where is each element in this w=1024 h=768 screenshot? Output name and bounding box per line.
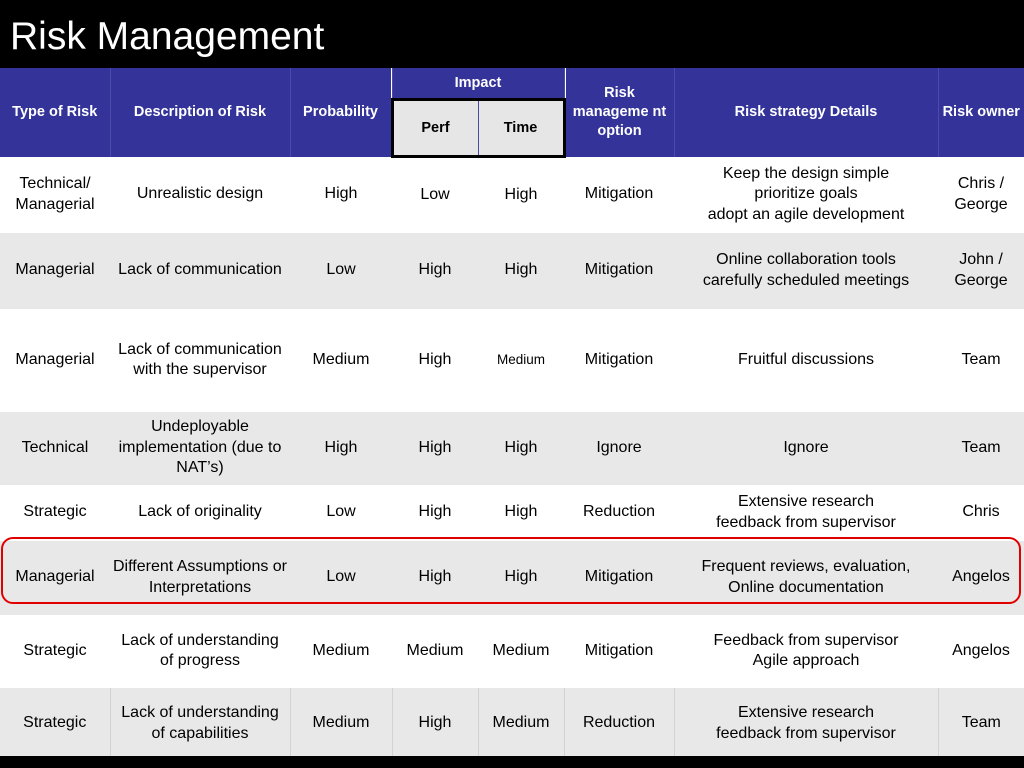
risk-table <box>0 68 1024 760</box>
page-title: Risk Management <box>10 15 325 58</box>
cell-strategy <box>674 412 938 485</box>
cell-type: Managerial <box>0 309 110 412</box>
cell-description: Different Assumptions or Interpretations <box>110 541 290 615</box>
strategy-line: Ignore <box>783 438 829 456</box>
strategy-line: prioritize goals <box>754 185 858 203</box>
cell-type: Strategic <box>0 615 110 688</box>
cell-time: High <box>478 541 564 615</box>
cell-type: Technical <box>0 412 110 485</box>
strategy-line: Feedback from supervisor <box>713 631 899 649</box>
cell-description: Lack of understanding of progress <box>110 615 290 688</box>
cell-strategy <box>674 309 938 412</box>
table-row <box>0 233 1024 309</box>
cell-perf: High <box>392 485 478 541</box>
cell-strategy <box>674 688 938 760</box>
cell-owner: Team <box>938 309 1024 412</box>
cell-owner: Chris <box>938 485 1024 541</box>
cell-option: Ignore <box>564 412 674 485</box>
strategy-line: Online collaboration tools <box>716 251 896 268</box>
strategy-line: carefully scheduled meetings <box>702 271 910 289</box>
cell-time: Medium <box>478 688 564 760</box>
cell-time: High <box>478 485 564 541</box>
cell-owner: Angelos <box>938 615 1024 688</box>
strategy-line: Agile approach <box>752 652 860 669</box>
table-row <box>0 615 1024 688</box>
header-description: Description of Risk <box>110 68 290 157</box>
cell-type: Managerial <box>0 541 110 615</box>
header-type: Type of Risk <box>0 68 110 157</box>
cell-option: Reduction <box>564 485 674 541</box>
table-row <box>0 688 1024 760</box>
cell-option: Mitigation <box>564 309 674 412</box>
cell-time: High <box>478 233 564 309</box>
cell-strategy <box>674 541 938 615</box>
cell-perf: High <box>392 309 478 412</box>
cell-owner: Team <box>938 688 1024 760</box>
cell-time: High <box>478 412 564 485</box>
header-time: Time <box>478 100 564 157</box>
cell-time: Medium <box>478 309 564 412</box>
cell-description: Undeployable implementation (due to NAT’s) <box>110 412 290 485</box>
cell-perf: High <box>392 412 478 485</box>
cell-probability: Medium <box>290 309 392 412</box>
cell-owner: John / George <box>938 233 1024 309</box>
cell-description: Lack of understanding of capabilities <box>110 688 290 760</box>
header-probability: Probability <box>290 68 392 157</box>
cell-description: Lack of communication <box>110 233 290 309</box>
header-option: Risk manageme nt option <box>564 68 674 157</box>
cell-probability: Medium <box>290 615 392 688</box>
strategy-line: Fruitful discussions <box>737 350 875 368</box>
table-row <box>0 309 1024 412</box>
bottom-bar <box>0 756 1024 768</box>
header-owner: Risk owner <box>938 68 1024 157</box>
cell-option: Mitigation <box>564 233 674 309</box>
cell-strategy <box>674 485 938 541</box>
table-row <box>0 412 1024 485</box>
strategy-line: Extensive research <box>737 704 875 721</box>
cell-option: Mitigation <box>564 157 674 233</box>
cell-probability: Medium <box>290 688 392 760</box>
table-row <box>0 157 1024 233</box>
cell-option: Mitigation <box>564 541 674 615</box>
strategy-line: Extensive research <box>737 493 875 510</box>
strategy-line: Frequent reviews, evaluation, <box>701 558 911 575</box>
strategy-line: feedback from supervisor <box>716 513 896 531</box>
cell-owner: Chris / George <box>938 157 1024 233</box>
cell-option: Reduction <box>564 688 674 760</box>
cell-description: Lack of originality <box>110 485 290 541</box>
cell-probability: Low <box>290 233 392 309</box>
strategy-line: Keep the design simple <box>722 164 890 182</box>
cell-probability: Low <box>290 485 392 541</box>
table-row <box>0 485 1024 541</box>
cell-option: Mitigation <box>564 615 674 688</box>
cell-probability: Low <box>290 541 392 615</box>
title-bar <box>0 0 1024 68</box>
cell-description: Unrealistic design <box>110 157 290 233</box>
cell-perf: High <box>392 233 478 309</box>
cell-time: High <box>478 157 564 233</box>
cell-perf: High <box>392 688 478 760</box>
cell-perf: High <box>392 541 478 615</box>
strategy-line: feedback from supervisor <box>716 724 896 742</box>
cell-type: Technical/ Managerial <box>0 157 110 233</box>
cell-type: Managerial <box>0 233 110 309</box>
strategy-line: adopt an agile development <box>707 205 905 223</box>
cell-strategy <box>674 157 938 233</box>
cell-owner: Angelos <box>938 541 1024 615</box>
cell-type: Strategic <box>0 485 110 541</box>
header-impact: Impact <box>392 68 564 100</box>
cell-perf: Medium <box>392 615 478 688</box>
cell-probability: High <box>290 157 392 233</box>
header-perf: Perf <box>392 100 478 157</box>
strategy-line: Online documentation <box>728 578 884 596</box>
cell-time: Medium <box>478 615 564 688</box>
cell-description: Lack of communication with the supervisor <box>110 309 290 412</box>
header-strategy: Risk strategy Details <box>674 68 938 157</box>
table-row <box>0 541 1024 615</box>
cell-strategy <box>674 233 938 309</box>
cell-strategy <box>674 615 938 688</box>
cell-type: Strategic <box>0 688 110 760</box>
cell-perf: Low <box>392 157 478 233</box>
cell-owner: Team <box>938 412 1024 485</box>
cell-probability: High <box>290 412 392 485</box>
